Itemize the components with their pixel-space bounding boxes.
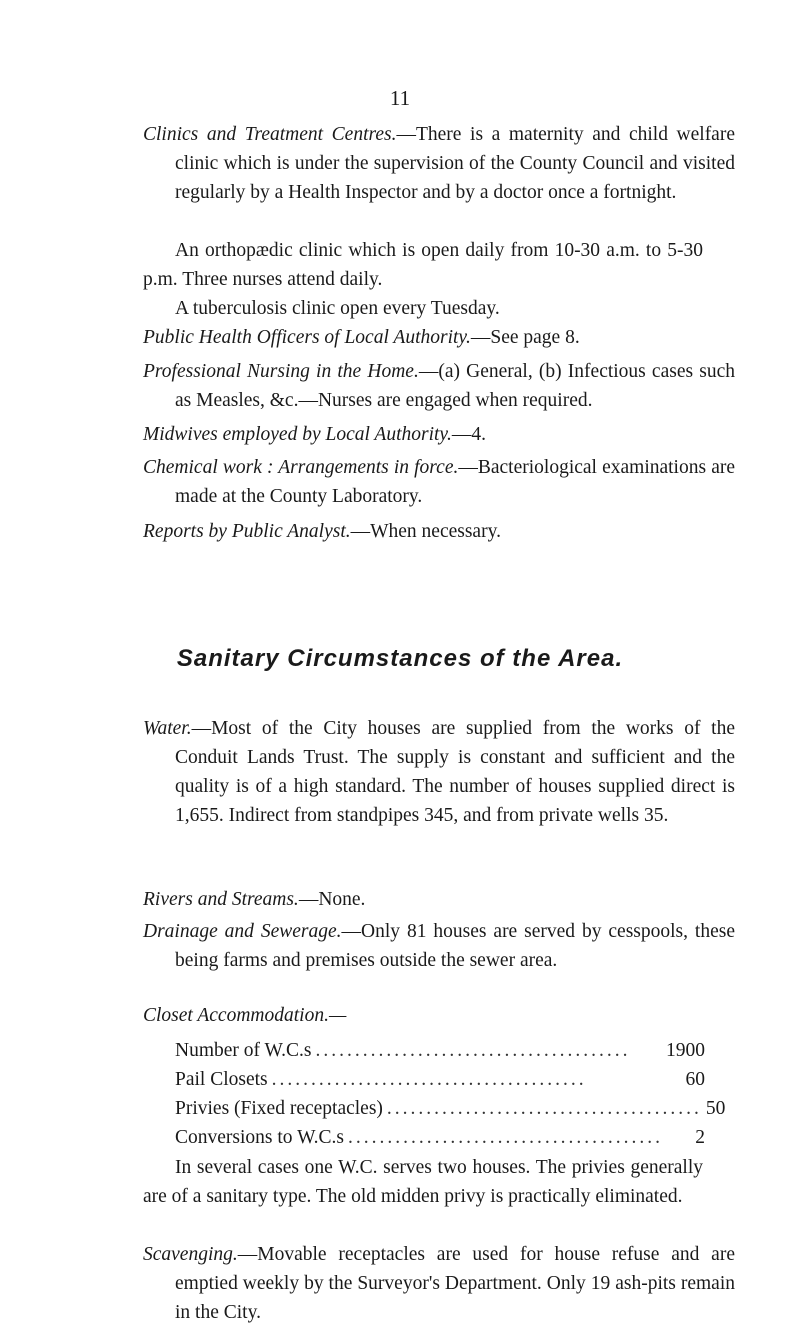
midwives-text: —4. (451, 424, 487, 445)
closet-label: Conversions to W.C.s (175, 1127, 345, 1148)
closet-value: 60 (685, 1069, 705, 1090)
closet-title: Closet Accommodation.— (143, 1005, 347, 1026)
section-heading: Sanitary Circumstances of the Area. (176, 645, 624, 672)
scavenging-title: Scavenging. (143, 1244, 238, 1265)
ortho-paragraph: An orthopædic clinic which is open daily from 10-30 a.m. to 5-30 p.m. Three nurses attend daily. (143, 240, 703, 290)
midwives-title: Midwives employed by Local Authority. (143, 424, 452, 445)
reports-text: —When necessary. (350, 521, 501, 542)
page-number: 11 (389, 86, 411, 110)
rivers-paragraph (143, 885, 735, 914)
public-health-title: Public Health Officers of Local Authority. (143, 327, 471, 348)
reports-title: Reports by Public Analyst. (143, 521, 351, 542)
rivers-text: —None. (298, 889, 366, 910)
drainage-text: —Only 81 houses are served by cesspools, these being farms and premises outside the sewer area. (175, 921, 735, 971)
scavenging-paragraph (143, 1240, 735, 1327)
nursing-text: —(a) General, (b) Infectious cases such as Measles, &c.—Nurses are engaged when required. (175, 361, 735, 411)
closet-table (175, 1036, 726, 1152)
table-row (175, 1123, 705, 1152)
closet-label: Number of W.C.s (175, 1040, 312, 1061)
clinics-text: —There is a maternity and child welfare clinic which is under the supervision of the County Council and visited regularly by a Health Inspector and by a doctor once a fortnight. (175, 124, 735, 203)
clinics-paragraph (143, 120, 735, 207)
table-row (175, 1065, 705, 1094)
leader-dots: ........................................ (315, 1040, 631, 1061)
leader-dots: ........................................ (348, 1127, 664, 1148)
clinics-title: Clinics and Treatment Centres. (143, 124, 397, 145)
water-text: —Most of the City houses are supplied from the works of the Conduit Lands Trust. The supply is constant and sufficient and the quality is of a high standard. The number of houses supplied direct is 1,655. Indirect from standpipes 345, and from private wells 35. (175, 718, 735, 826)
rivers-title: Rivers and Streams. (143, 889, 299, 910)
drainage-title: Drainage and Sewerage. (143, 921, 342, 942)
drainage-paragraph (143, 917, 735, 975)
leader-dots: ........................................ (386, 1098, 702, 1119)
public-health-text: —See page 8. (470, 327, 580, 348)
midwives-paragraph (143, 420, 735, 449)
closet-value: 1900 (666, 1040, 705, 1061)
reports-paragraph (143, 517, 735, 546)
chemical-title: Chemical work : Arrangements in force. (143, 457, 459, 478)
water-paragraph (143, 714, 735, 830)
chemical-paragraph (143, 453, 735, 511)
nursing-title: Professional Nursing in the Home. (143, 361, 419, 382)
scavenging-text: —Movable receptacles are used for house refuse and are emptied weekly by the Surveyor's Department. Only 19 ash-pits remain in the City. (175, 1244, 735, 1323)
closet-label: Pail Closets (175, 1069, 268, 1090)
closet-label: Privies (Fixed receptacles) (175, 1098, 383, 1119)
leader-dots: ........................................ (271, 1069, 587, 1090)
table-row (175, 1036, 705, 1065)
closet-value: 50 (705, 1098, 726, 1119)
closet-note: In several cases one W.C. serves two houses. The privies generally are of a sanitary type. The old midden privy is practically eliminated. (143, 1157, 703, 1207)
tb-paragraph: A tuberculosis clinic open every Tuesday. (175, 298, 500, 319)
closet-value: 2 (695, 1127, 705, 1148)
chemical-text: —Bacteriological examinations are made at the County Laboratory. (175, 457, 735, 507)
water-title: Water. (143, 718, 192, 739)
nursing-paragraph (143, 357, 735, 415)
public-health-paragraph (143, 323, 735, 352)
table-row (175, 1094, 726, 1123)
